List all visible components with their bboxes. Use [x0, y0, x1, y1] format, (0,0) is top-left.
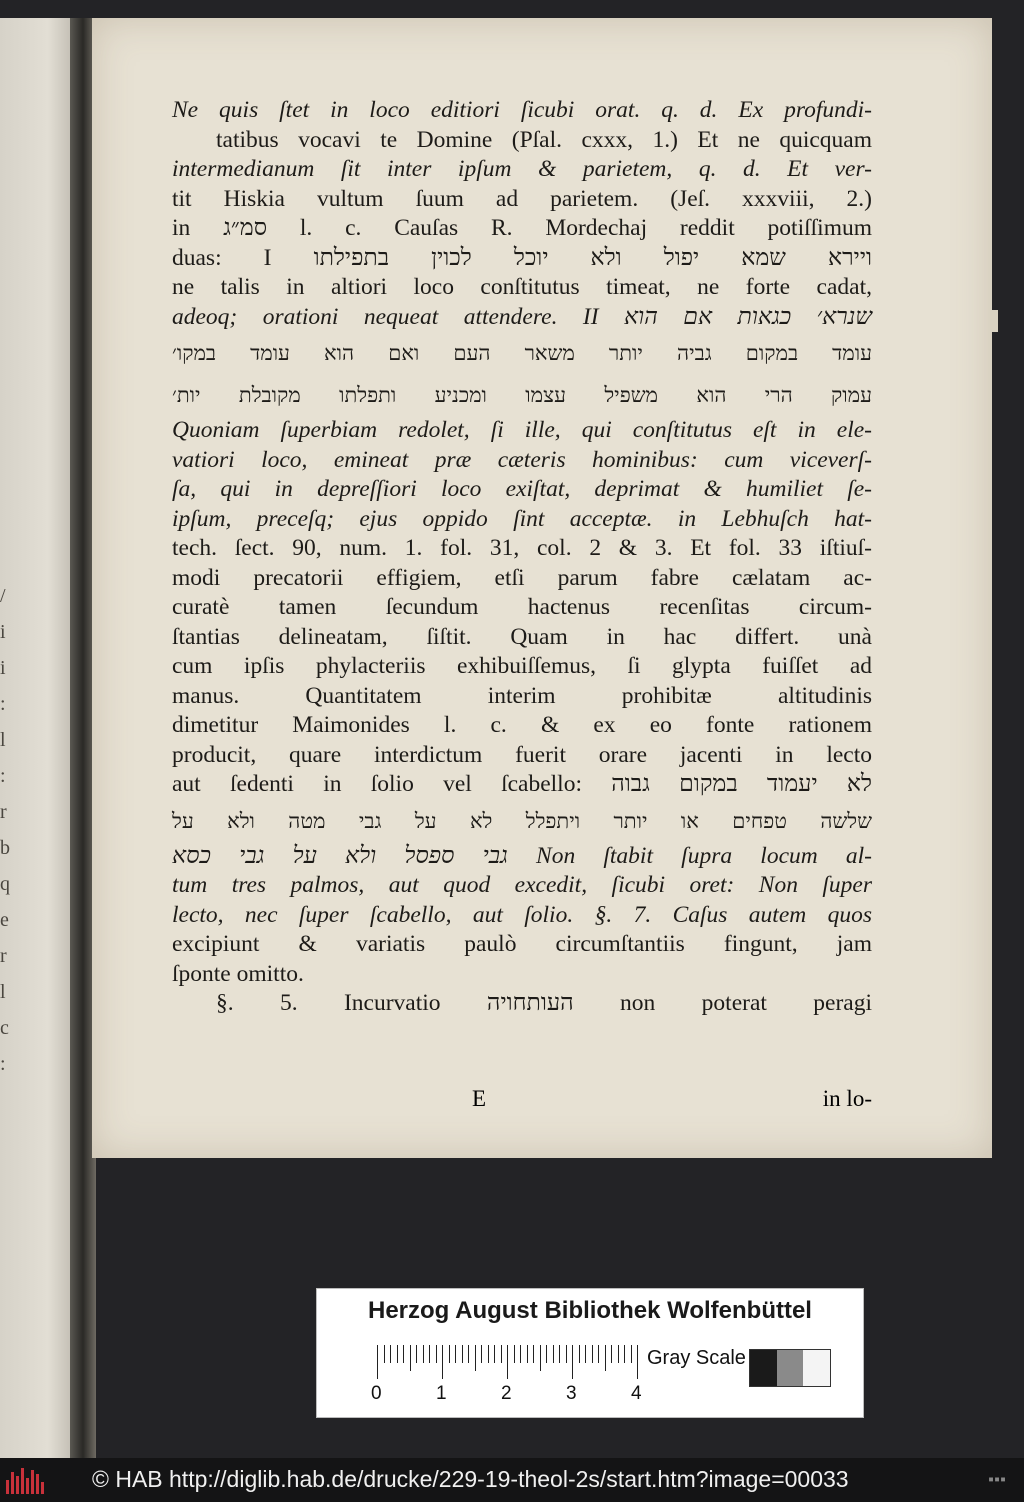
ruler-tick	[631, 1345, 632, 1363]
ruler-tick	[540, 1345, 541, 1371]
hab-logo-icon	[6, 1466, 46, 1494]
text-line: Ne quis ſtet in loco editiori ſicubi orat. q. d. Ex profundi-	[172, 97, 872, 123]
gray-swatch	[750, 1350, 777, 1386]
ruler-tick	[475, 1345, 476, 1371]
text-line: in סמ״ג l. c. Cauſas R. Mordechaj reddit potiſſimum	[172, 215, 873, 241]
ruler-tick	[546, 1345, 547, 1363]
text-line: גבי ספסל ולא על גבי כסא Non ſtabit ſupra locum al-	[172, 842, 873, 869]
text-line: ne talis in altiori loco conſtitutus timeat, ne forte cadat,	[172, 274, 872, 300]
text-line: ſa, qui in depreſſiori loco exiſtat, deprimat & humiliet ſe-	[172, 476, 872, 502]
ruler-tick	[533, 1345, 534, 1363]
text-line: עומד במקום גביה יותר משאר העם ואם הוא עומד במקו׳	[172, 341, 872, 365]
ruler-tick	[507, 1345, 508, 1379]
ruler-tick	[520, 1345, 521, 1363]
ruler-tick	[514, 1345, 515, 1363]
ruler-tick	[455, 1345, 456, 1363]
text-line: adeoq; orationi nequeat attendere. II שנרא׳ כגאות אם הוא	[172, 303, 872, 330]
ruler-tick	[501, 1345, 502, 1363]
ruler-tick	[494, 1345, 495, 1363]
ruler-tick	[592, 1345, 593, 1363]
ruler-tick	[637, 1345, 638, 1379]
text-line: curatè tamen ſecundum hactenus recenſitas circum-	[172, 594, 872, 620]
ruler-tick	[527, 1345, 528, 1363]
ruler-tick	[390, 1345, 391, 1363]
text-line: tech. ſect. 90, num. 1. fol. 31, col. 2 & 3. Et fol. 33 iſtiuſ-	[172, 535, 872, 561]
ruler-tick	[442, 1345, 443, 1379]
ruler-tick	[397, 1345, 398, 1363]
ruler-number: 0	[371, 1383, 382, 1404]
ruler-tick	[572, 1345, 573, 1379]
text-line: tit Hiskia vultum ſuum ad parietem. (Jeſ. xxxviii, 2.)	[172, 185, 872, 212]
ruler-tick	[410, 1345, 411, 1371]
gray-scale-swatches	[749, 1349, 831, 1387]
gray-swatch	[803, 1350, 830, 1386]
ruler-tick	[618, 1345, 619, 1363]
ruler-tick	[403, 1345, 404, 1363]
ruler-number: 3	[566, 1383, 577, 1404]
text-line: vatiori loco, emineat præ cæteris hominibus: cum viceverſ-	[172, 446, 872, 473]
scale-ruler	[377, 1345, 647, 1379]
text-line: tum tres palmos, aut quod excedit, ſicubi oret: Non ſuper	[172, 872, 872, 898]
text-line: cum ipſis phylacteriis exhibuiſſemus, ſi glypta fuiſſet ad	[172, 653, 872, 679]
text-line: excipiunt & variatis paulò circumſtantiis fingunt, jam	[172, 931, 872, 957]
text-line: intermedianum ſit inter ipſum & parietem, q. d. Et ver-	[172, 156, 872, 182]
ruler-number: 1	[436, 1383, 447, 1404]
text-line: producit, quare interdictum fuerit orare jacenti in lecto	[172, 741, 872, 768]
ruler-tick	[449, 1345, 450, 1363]
text-line: שלשה טפחים או יותר ויתפלל לא על גבי מטה ולא על	[172, 808, 872, 833]
ruler-tick	[611, 1345, 612, 1363]
text-line: Quoniam ſuperbiam redolet, ſi ille, qui conſtitutus eſt in ele-	[172, 417, 872, 443]
ruler-tick	[624, 1345, 625, 1363]
facing-page-letters: / i i : l : r b q e r l c :	[0, 585, 10, 1075]
text-line: dimetitur Maimonides l. c. & ex eo fonte rationem	[172, 712, 872, 738]
text-line: ſponte omitto.	[172, 960, 304, 987]
text-line: ipſum, preceſq; ejus oppido ſint acceptæ. in Lebhuſch hat-	[172, 505, 872, 532]
ruler-tick	[598, 1345, 599, 1363]
ruler-tick	[605, 1345, 606, 1371]
catchword: in lo-	[822, 1086, 872, 1111]
signature-mark: E	[472, 1086, 487, 1111]
ruler-tick	[488, 1345, 489, 1363]
text-line: עמוק הרי הוא משפיל עצמו ומכניע ותפלתו מקובלת יות׳	[172, 383, 872, 407]
footer-bar	[0, 1458, 1024, 1502]
ruler-tick	[566, 1345, 567, 1363]
ruler-tick	[468, 1345, 469, 1363]
ruler-tick	[416, 1345, 417, 1363]
text-line: lecto, nec ſuper ſcabello, aut ſolio. §. 7. Caſus autem quos	[172, 901, 872, 928]
text-line: aut ſedenti in ſolio vel ſcabello: לא יעמוד במקום גבוה	[172, 771, 872, 797]
book-page	[92, 18, 992, 1158]
gray-scale-label: Gray Scale	[647, 1347, 746, 1369]
page-tab	[990, 310, 998, 332]
ruler-tick	[585, 1345, 586, 1363]
library-name: Herzog August Bibliothek Wolfenbüttel	[368, 1297, 812, 1324]
ruler-tick	[462, 1345, 463, 1363]
ruler-tick	[377, 1345, 378, 1379]
ruler-number: 2	[501, 1383, 512, 1404]
ruler-number: 4	[631, 1383, 642, 1404]
gray-swatch	[777, 1350, 804, 1386]
page-bottom-marks	[172, 1086, 872, 1116]
facing-page-edge	[0, 18, 80, 1458]
ruler-tick	[429, 1345, 430, 1363]
text-line: manus. Quantitatem interim prohibitæ altitudinis	[172, 682, 872, 709]
ruler-tick	[436, 1345, 437, 1363]
ruler-tick	[559, 1345, 560, 1363]
text-line: §. 5. Incurvatio העותחויה non poterat peragi	[216, 990, 872, 1016]
ruler-tick	[579, 1345, 580, 1363]
library-color-card	[316, 1288, 864, 1418]
corner-mark-icon: ▪▪▪	[988, 1474, 1007, 1485]
text-line: ſtantias delineatam, ſiſtit. Quam in hac differt. unà	[172, 623, 872, 650]
text-line: modi precatorii effigiem, etſi parum fabre cælatam ac-	[172, 564, 872, 591]
ruler-tick	[384, 1345, 385, 1363]
text-line: tatibus vocavi te Domine (Pſal. cxxx, 1.) Et ne quicquam	[216, 126, 872, 153]
ruler-tick	[553, 1345, 554, 1363]
ruler-tick	[423, 1345, 424, 1363]
page-text	[172, 96, 872, 1019]
ruler-tick	[481, 1345, 482, 1363]
copyright-url[interactable]: © HAB http://diglib.hab.de/drucke/229-19-theol-2s/start.htm?image=00033	[92, 1466, 849, 1492]
text-line: duas: I ויירא שמא יפול ולא יוכל לכוין בתפילתו	[172, 244, 872, 271]
